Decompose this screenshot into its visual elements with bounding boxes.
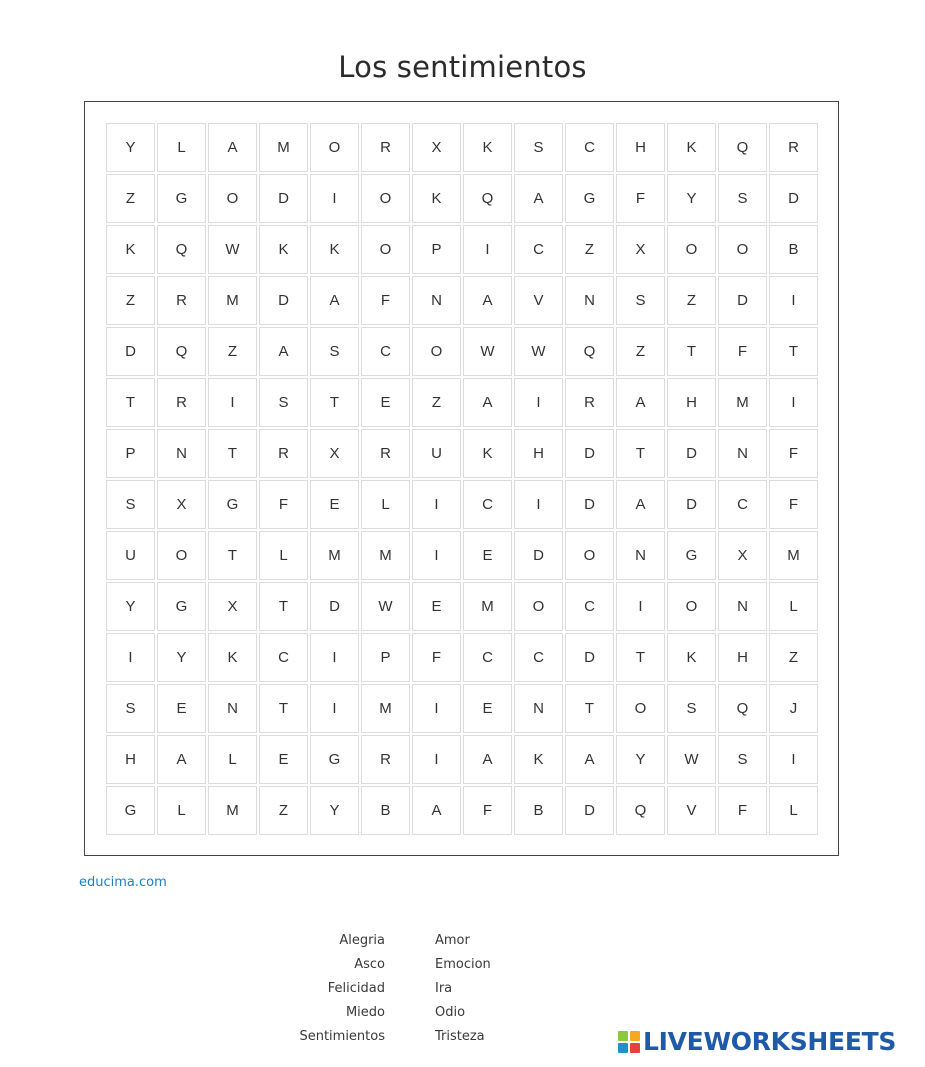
grid-cell[interactable]: O <box>565 531 614 580</box>
grid-cell[interactable]: Z <box>616 327 665 376</box>
grid-cell[interactable]: E <box>259 735 308 784</box>
grid-cell[interactable]: K <box>667 633 716 682</box>
grid-cell[interactable]: X <box>208 582 257 631</box>
grid-cell[interactable]: H <box>616 123 665 172</box>
word-list-right <box>435 929 491 1049</box>
grid-cell[interactable]: S <box>616 276 665 325</box>
grid-cell[interactable]: W <box>514 327 563 376</box>
word-list-item: Miedo <box>345 1005 385 1020</box>
logo-square <box>618 1043 628 1053</box>
grid-cell[interactable]: B <box>361 786 410 835</box>
grid-cell[interactable]: I <box>412 684 461 733</box>
grid-cell[interactable]: Q <box>718 123 767 172</box>
grid-cell[interactable]: K <box>667 123 716 172</box>
grid-cell[interactable]: Q <box>565 327 614 376</box>
grid-cell[interactable]: A <box>514 174 563 223</box>
grid-cell[interactable]: I <box>412 735 461 784</box>
grid-cell[interactable]: A <box>310 276 359 325</box>
grid-cell[interactable]: I <box>769 378 818 427</box>
grid-cell[interactable]: V <box>514 276 563 325</box>
grid-cell[interactable]: P <box>361 633 410 682</box>
grid-cell[interactable]: F <box>412 633 461 682</box>
grid-cell[interactable]: Y <box>667 174 716 223</box>
grid-cell[interactable]: F <box>769 480 818 529</box>
grid-cell[interactable]: D <box>259 276 308 325</box>
grid-cell[interactable]: Z <box>769 633 818 682</box>
grid-cell[interactable]: R <box>565 378 614 427</box>
letter-grid[interactable] <box>106 123 818 835</box>
grid-cell[interactable]: I <box>616 582 665 631</box>
grid-cell[interactable]: N <box>718 429 767 478</box>
grid-cell[interactable]: S <box>106 684 155 733</box>
grid-cell[interactable]: R <box>361 429 410 478</box>
grid-cell[interactable]: N <box>616 531 665 580</box>
grid-cell[interactable]: X <box>310 429 359 478</box>
grid-cell[interactable]: D <box>310 582 359 631</box>
grid-cell[interactable]: Z <box>412 378 461 427</box>
grid-cell[interactable]: I <box>106 633 155 682</box>
grid-cell[interactable]: A <box>157 735 206 784</box>
grid-cell[interactable]: A <box>208 123 257 172</box>
grid-cell[interactable]: F <box>769 429 818 478</box>
grid-cell[interactable]: O <box>667 225 716 274</box>
word-list-left <box>299 929 385 1049</box>
grid-cell[interactable]: Z <box>106 174 155 223</box>
grid-cell[interactable]: D <box>565 480 614 529</box>
grid-cell[interactable]: Q <box>157 225 206 274</box>
grid-cell[interactable]: B <box>514 786 563 835</box>
grid-cell[interactable]: T <box>616 633 665 682</box>
grid-cell[interactable]: R <box>259 429 308 478</box>
grid-cell[interactable]: P <box>106 429 155 478</box>
grid-cell[interactable]: T <box>667 327 716 376</box>
grid-cell[interactable]: I <box>514 480 563 529</box>
word-list-item: Odio <box>435 1005 466 1020</box>
grid-cell[interactable]: A <box>616 480 665 529</box>
grid-cell[interactable]: M <box>208 276 257 325</box>
logo-square <box>630 1043 640 1053</box>
grid-cell[interactable]: D <box>565 429 614 478</box>
grid-cell[interactable]: I <box>310 633 359 682</box>
grid-cell[interactable]: J <box>769 684 818 733</box>
grid-cell[interactable]: Q <box>463 174 512 223</box>
grid-cell[interactable]: F <box>463 786 512 835</box>
grid-cell[interactable]: K <box>106 225 155 274</box>
grid-cell[interactable]: T <box>616 429 665 478</box>
grid-cell[interactable]: N <box>157 429 206 478</box>
grid-cell[interactable]: M <box>463 582 512 631</box>
grid-cell[interactable]: R <box>157 276 206 325</box>
grid-cell[interactable]: D <box>514 531 563 580</box>
grid-cell[interactable]: G <box>157 174 206 223</box>
grid-cell[interactable]: Q <box>616 786 665 835</box>
grid-cell[interactable]: R <box>361 735 410 784</box>
grid-cell[interactable]: C <box>361 327 410 376</box>
grid-cell[interactable]: I <box>769 735 818 784</box>
grid-cell[interactable]: D <box>718 276 767 325</box>
grid-cell[interactable]: F <box>718 786 767 835</box>
grid-cell[interactable]: Z <box>106 276 155 325</box>
grid-cell[interactable]: S <box>310 327 359 376</box>
grid-cell[interactable]: S <box>718 174 767 223</box>
grid-cell[interactable]: O <box>361 225 410 274</box>
grid-cell[interactable]: D <box>565 633 614 682</box>
grid-cell[interactable]: M <box>769 531 818 580</box>
grid-cell[interactable]: V <box>667 786 716 835</box>
grid-cell[interactable]: D <box>769 174 818 223</box>
grid-cell[interactable]: I <box>208 378 257 427</box>
grid-cell[interactable]: F <box>361 276 410 325</box>
grid-cell[interactable]: K <box>514 735 563 784</box>
grid-cell[interactable]: K <box>463 123 512 172</box>
grid-cell[interactable]: X <box>157 480 206 529</box>
grid-cell[interactable]: O <box>412 327 461 376</box>
grid-cell[interactable]: A <box>463 276 512 325</box>
grid-cell[interactable]: I <box>310 684 359 733</box>
grid-cell[interactable]: E <box>463 531 512 580</box>
grid-cell[interactable]: C <box>565 582 614 631</box>
grid-cell[interactable]: R <box>361 123 410 172</box>
grid-cell[interactable]: L <box>259 531 308 580</box>
grid-cell[interactable]: T <box>565 684 614 733</box>
grid-cell[interactable]: G <box>157 582 206 631</box>
grid-cell[interactable]: C <box>514 633 563 682</box>
grid-cell[interactable]: R <box>769 123 818 172</box>
grid-cell[interactable]: H <box>718 633 767 682</box>
grid-cell[interactable]: D <box>667 429 716 478</box>
grid-cell[interactable]: E <box>463 684 512 733</box>
grid-cell[interactable]: T <box>259 582 308 631</box>
grid-cell[interactable]: K <box>259 225 308 274</box>
grid-cell[interactable]: D <box>106 327 155 376</box>
grid-cell[interactable]: H <box>667 378 716 427</box>
grid-cell[interactable]: K <box>310 225 359 274</box>
word-list-item: Tristeza <box>435 1029 485 1044</box>
grid-cell[interactable]: M <box>361 531 410 580</box>
credit-link[interactable]: educima.com <box>79 875 167 890</box>
logo-square <box>630 1031 640 1041</box>
grid-cell[interactable]: I <box>310 174 359 223</box>
grid-cell[interactable]: E <box>310 480 359 529</box>
grid-cell[interactable]: N <box>208 684 257 733</box>
grid-cell[interactable]: O <box>667 582 716 631</box>
grid-cell[interactable]: B <box>769 225 818 274</box>
grid-cell[interactable]: M <box>259 123 308 172</box>
grid-cell[interactable]: Y <box>310 786 359 835</box>
grid-cell[interactable]: G <box>310 735 359 784</box>
grid-cell[interactable]: L <box>361 480 410 529</box>
grid-cell[interactable]: T <box>208 429 257 478</box>
word-list-item: Alegria <box>339 933 385 948</box>
liveworksheets-logo-text: LIVEWORKSHEETS <box>643 1027 897 1056</box>
grid-cell[interactable]: N <box>514 684 563 733</box>
grid-cell[interactable]: Y <box>106 123 155 172</box>
grid-cell[interactable]: G <box>667 531 716 580</box>
logo-square <box>618 1031 628 1041</box>
grid-cell[interactable]: S <box>259 378 308 427</box>
grid-cell[interactable]: S <box>106 480 155 529</box>
grid-cell[interactable]: H <box>106 735 155 784</box>
grid-cell[interactable]: O <box>514 582 563 631</box>
grid-cell[interactable]: Q <box>157 327 206 376</box>
grid-cell[interactable]: D <box>667 480 716 529</box>
grid-cell[interactable]: A <box>463 735 512 784</box>
grid-cell[interactable]: F <box>259 480 308 529</box>
grid-cell[interactable]: A <box>463 378 512 427</box>
grid-cell[interactable]: T <box>310 378 359 427</box>
grid-cell[interactable]: X <box>616 225 665 274</box>
grid-cell[interactable]: O <box>157 531 206 580</box>
grid-cell[interactable]: M <box>361 684 410 733</box>
grid-cell[interactable]: C <box>718 480 767 529</box>
grid-cell[interactable]: Q <box>718 684 767 733</box>
grid-cell[interactable]: U <box>412 429 461 478</box>
grid-cell[interactable]: A <box>259 327 308 376</box>
grid-cell[interactable]: L <box>769 786 818 835</box>
grid-cell[interactable]: S <box>718 735 767 784</box>
grid-cell[interactable]: L <box>157 786 206 835</box>
grid-cell[interactable]: N <box>412 276 461 325</box>
grid-cell[interactable]: Z <box>208 327 257 376</box>
grid-cell[interactable]: K <box>412 174 461 223</box>
grid-cell[interactable]: M <box>718 378 767 427</box>
grid-cell[interactable]: T <box>208 531 257 580</box>
grid-cell[interactable]: N <box>718 582 767 631</box>
grid-cell[interactable]: K <box>463 429 512 478</box>
word-search-board <box>84 101 839 856</box>
grid-cell[interactable]: C <box>565 123 614 172</box>
grid-cell[interactable]: X <box>718 531 767 580</box>
grid-cell[interactable]: W <box>463 327 512 376</box>
grid-cell[interactable]: W <box>667 735 716 784</box>
grid-cell[interactable]: E <box>361 378 410 427</box>
grid-cell[interactable]: Z <box>667 276 716 325</box>
grid-cell[interactable]: M <box>310 531 359 580</box>
grid-cell[interactable]: I <box>514 378 563 427</box>
grid-cell[interactable]: O <box>361 174 410 223</box>
grid-cell[interactable]: S <box>514 123 563 172</box>
grid-cell[interactable]: R <box>157 378 206 427</box>
liveworksheets-logo-icon <box>618 1031 640 1053</box>
grid-cell[interactable]: A <box>616 378 665 427</box>
grid-cell[interactable]: W <box>208 225 257 274</box>
grid-cell[interactable]: T <box>106 378 155 427</box>
grid-cell[interactable]: Z <box>259 786 308 835</box>
grid-cell[interactable]: Y <box>616 735 665 784</box>
grid-cell[interactable]: C <box>463 480 512 529</box>
word-list-item: Emocion <box>435 957 491 972</box>
grid-cell[interactable]: I <box>412 480 461 529</box>
liveworksheets-logo[interactable] <box>618 1026 896 1058</box>
grid-cell[interactable]: G <box>565 174 614 223</box>
grid-cell[interactable]: I <box>769 276 818 325</box>
grid-cell[interactable]: C <box>514 225 563 274</box>
word-list-item: Asco <box>354 957 385 972</box>
grid-cell[interactable]: Z <box>565 225 614 274</box>
grid-cell[interactable]: M <box>208 786 257 835</box>
grid-cell[interactable]: Y <box>106 582 155 631</box>
grid-cell[interactable]: N <box>565 276 614 325</box>
grid-cell[interactable]: T <box>259 684 308 733</box>
grid-cell[interactable]: E <box>157 684 206 733</box>
grid-cell[interactable]: O <box>616 684 665 733</box>
grid-cell[interactable]: F <box>718 327 767 376</box>
grid-cell[interactable]: L <box>769 582 818 631</box>
grid-cell[interactable]: P <box>412 225 461 274</box>
grid-cell[interactable]: I <box>463 225 512 274</box>
grid-cell[interactable]: U <box>106 531 155 580</box>
grid-cell[interactable]: D <box>565 786 614 835</box>
grid-cell[interactable]: O <box>208 174 257 223</box>
grid-cell[interactable]: X <box>412 123 461 172</box>
grid-cell[interactable]: E <box>412 582 461 631</box>
page-title: Los sentimientos <box>338 50 587 84</box>
grid-cell[interactable]: L <box>208 735 257 784</box>
word-list-item: Sentimientos <box>299 1029 385 1044</box>
grid-cell[interactable]: C <box>463 633 512 682</box>
grid-cell[interactable]: O <box>718 225 767 274</box>
grid-cell[interactable]: K <box>208 633 257 682</box>
grid-cell[interactable]: F <box>616 174 665 223</box>
grid-cell[interactable]: S <box>667 684 716 733</box>
word-list-item: Ira <box>435 981 453 996</box>
grid-cell[interactable]: O <box>310 123 359 172</box>
grid-cell[interactable]: A <box>565 735 614 784</box>
grid-cell[interactable]: C <box>259 633 308 682</box>
grid-cell[interactable]: A <box>412 786 461 835</box>
grid-cell[interactable]: G <box>106 786 155 835</box>
grid-cell[interactable]: L <box>157 123 206 172</box>
grid-cell[interactable]: W <box>361 582 410 631</box>
word-list-item: Felicidad <box>327 981 385 996</box>
grid-cell[interactable]: Y <box>157 633 206 682</box>
grid-cell[interactable]: G <box>208 480 257 529</box>
grid-cell[interactable]: T <box>769 327 818 376</box>
word-list-item: Amor <box>435 933 470 948</box>
grid-cell[interactable]: H <box>514 429 563 478</box>
grid-cell[interactable]: D <box>259 174 308 223</box>
grid-cell[interactable]: I <box>412 531 461 580</box>
